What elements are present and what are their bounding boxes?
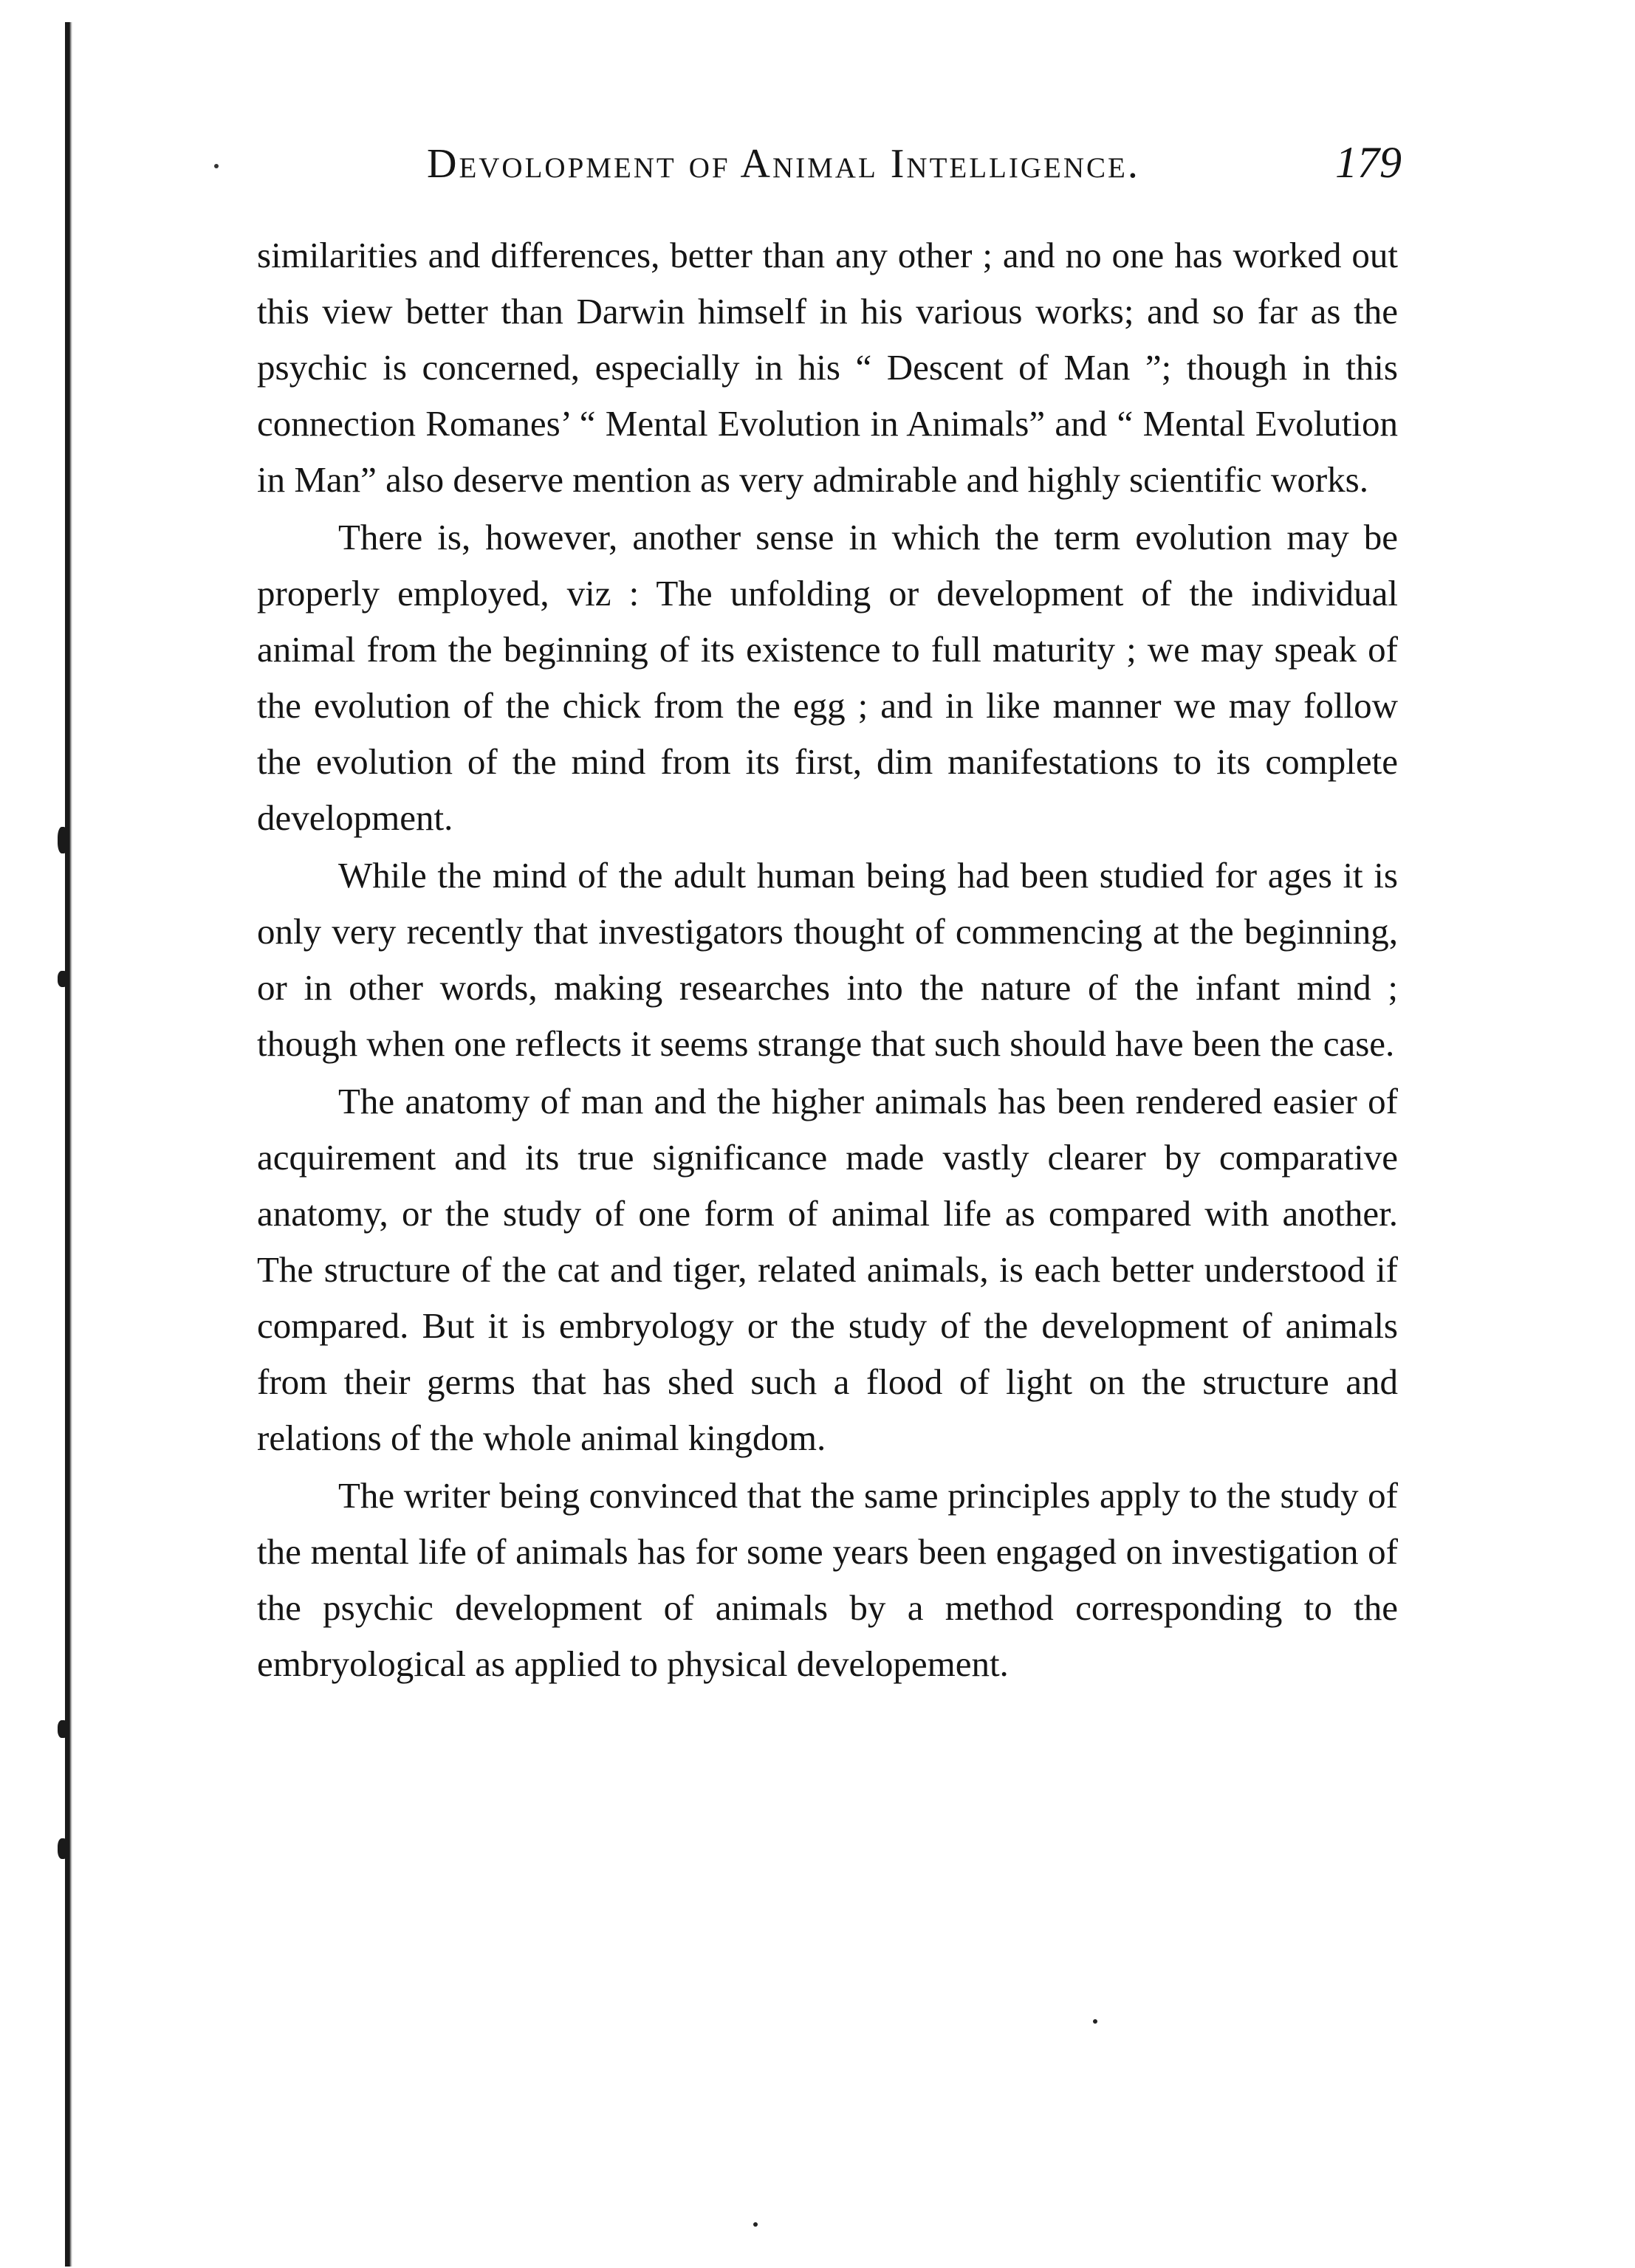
binding-mark: [58, 1720, 68, 1738]
page-header: [257, 140, 1402, 192]
paragraph-2: There is, however, another sense in which the term evolution may be properly employed, viz : The unfolding or development of the individual animal from the beginning of its existence to full maturity ; we may speak of the evolution of the chick from the egg ; and in like manner we may follow the evolution of the mind from its first, dim manifestations to its complete development.: [257, 517, 1398, 838]
paragraph-3: While the mind of the adult human being had been studied for ages it is only very recently that investigators thought of commencing at the beginning, or in other words, making researches into the nature of the infant mind ; though when one reflects it seems strange that such should have been the case.: [257, 855, 1398, 1064]
binding-mark: [58, 1838, 68, 1859]
binding-mark: [58, 971, 68, 987]
running-head: Devolopment of Animal Intelligence.: [427, 141, 1140, 187]
binding-edge: [65, 22, 72, 2267]
page-number: 179: [1335, 138, 1402, 187]
stray-mark: [753, 2222, 758, 2227]
binding-mark: [58, 827, 68, 853]
paragraph-1: similarities and differences, better than any other ; and no one has worked out this view better than Darwin himself in his various works; and so far as the psychic is concerned, especially in his “ Descent of Man ”; though in this connection Romanes’ “ Mental Evolution in Animals” and “ Mental Evolution in Man” also deserve mention as very admirable and highly scientific works.: [257, 235, 1398, 500]
paragraph-4: The anatomy of man and the higher animals has been rendered easier of acquirement and its true significance made vastly clearer by comparative anatomy, or the study of one form of animal life as compared with another. The structure of the cat and tiger, related animals, is each better understood if compared. But it is embryology or the study of the development of animals from their germs that has shed such a flood of light on the structure and relations of the whole animal kingdom.: [257, 1081, 1398, 1458]
paragraph-5: The writer being convinced that the same principles apply to the study of the mental life of animals has for some years been engaged on investigation of the psychic development of animals by a method corresponding to the embryological as applied to physical developement.: [257, 1475, 1398, 1684]
body-text: [257, 227, 1398, 1692]
stray-mark: [214, 164, 219, 168]
stray-mark: [1093, 2019, 1097, 2024]
